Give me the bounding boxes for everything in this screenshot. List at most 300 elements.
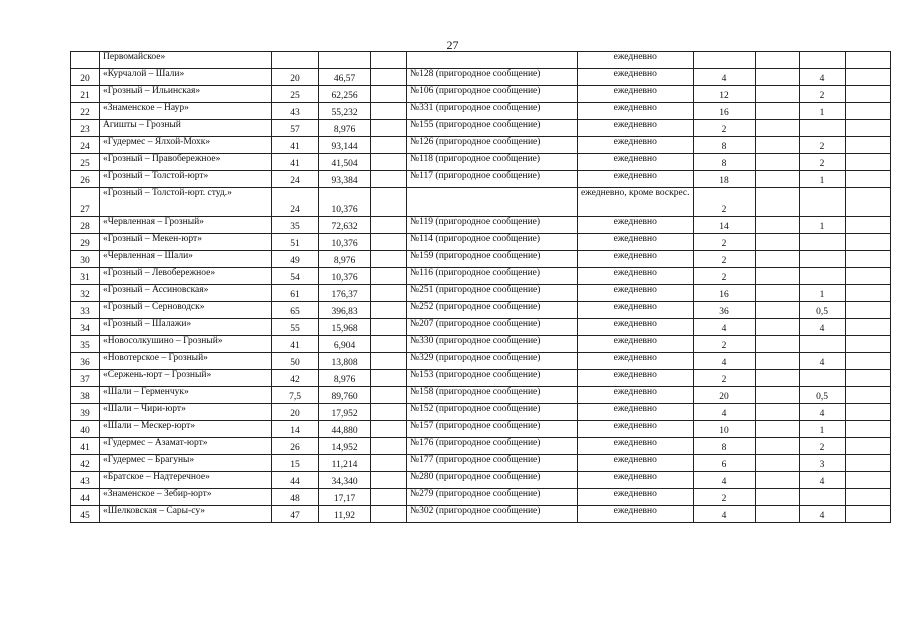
cell-empty xyxy=(371,353,407,370)
cell-route: Первомайское» xyxy=(100,52,272,69)
cell-distance: 11,92 xyxy=(319,506,371,523)
cell-schedule: ежедневно xyxy=(578,353,694,370)
cell-length: 43 xyxy=(272,103,319,120)
cell-value-3: 1 xyxy=(799,421,845,438)
cell-schedule: ежедневно xyxy=(578,506,694,523)
cell-number: 27 xyxy=(71,188,100,217)
cell-empty xyxy=(371,268,407,285)
cell-schedule: ежедневно, кроме воскрес. xyxy=(578,188,694,217)
cell-value-1 xyxy=(693,52,755,69)
cell-value-1: 4 xyxy=(693,319,755,336)
cell-empty xyxy=(371,120,407,137)
cell-value-1: 2 xyxy=(693,251,755,268)
cell-description xyxy=(407,52,578,69)
cell-value-1: 4 xyxy=(693,472,755,489)
cell-schedule: ежедневно xyxy=(578,302,694,319)
cell-length: 15 xyxy=(272,455,319,472)
cell-value-1: 2 xyxy=(693,268,755,285)
cell-route: «Грозный – Шалажи» xyxy=(100,319,272,336)
cell-description: №252 (пригородное сообщение) xyxy=(407,302,578,319)
cell-value-4 xyxy=(845,120,890,137)
cell-description xyxy=(407,188,578,217)
cell-length: 47 xyxy=(272,506,319,523)
cell-length: 7,5 xyxy=(272,387,319,404)
cell-value-2 xyxy=(755,489,799,506)
cell-value-1: 16 xyxy=(693,285,755,302)
cell-schedule: ежедневно xyxy=(578,387,694,404)
cell-value-3 xyxy=(799,234,845,251)
cell-value-3: 4 xyxy=(799,472,845,489)
cell-schedule: ежедневно xyxy=(578,251,694,268)
table-row xyxy=(71,86,891,103)
cell-value-2 xyxy=(755,319,799,336)
cell-value-2 xyxy=(755,69,799,86)
cell-value-2 xyxy=(755,103,799,120)
cell-description: №302 (пригородное сообщение) xyxy=(407,506,578,523)
cell-empty xyxy=(371,86,407,103)
cell-distance: 13,808 xyxy=(319,353,371,370)
cell-length: 41 xyxy=(272,154,319,171)
cell-value-3: 4 xyxy=(799,69,845,86)
cell-value-4 xyxy=(845,234,890,251)
cell-number: 32 xyxy=(71,285,100,302)
cell-schedule: ежедневно xyxy=(578,268,694,285)
cell-schedule: ежедневно xyxy=(578,52,694,69)
cell-value-2 xyxy=(755,370,799,387)
cell-empty xyxy=(371,370,407,387)
cell-length: 42 xyxy=(272,370,319,387)
cell-value-2 xyxy=(755,268,799,285)
cell-value-4 xyxy=(845,52,890,69)
cell-route: «Червленная – Грозный» xyxy=(100,217,272,234)
cell-value-4 xyxy=(845,137,890,154)
cell-description: №117 (пригородное сообщение) xyxy=(407,171,578,188)
cell-value-2 xyxy=(755,154,799,171)
cell-schedule: ежедневно xyxy=(578,154,694,171)
cell-description: №207 (пригородное сообщение) xyxy=(407,319,578,336)
cell-distance: 8,976 xyxy=(319,251,371,268)
cell-value-2 xyxy=(755,438,799,455)
cell-description: №176 (пригородное сообщение) xyxy=(407,438,578,455)
cell-value-3: 1 xyxy=(799,171,845,188)
cell-description: №128 (пригородное сообщение) xyxy=(407,69,578,86)
table-row xyxy=(71,353,891,370)
cell-length: 61 xyxy=(272,285,319,302)
cell-schedule: ежедневно xyxy=(578,171,694,188)
cell-route: «Грозный – Левобережное» xyxy=(100,268,272,285)
cell-schedule: ежедневно xyxy=(578,455,694,472)
cell-route: «Гудермес – Азамат-юрт» xyxy=(100,438,272,455)
cell-route: «Братское – Надтеречное» xyxy=(100,472,272,489)
cell-description: №177 (пригородное сообщение) xyxy=(407,455,578,472)
cell-length: 54 xyxy=(272,268,319,285)
cell-distance: 89,760 xyxy=(319,387,371,404)
cell-number: 31 xyxy=(71,268,100,285)
cell-value-3 xyxy=(799,268,845,285)
cell-value-4 xyxy=(845,506,890,523)
cell-value-1: 6 xyxy=(693,455,755,472)
cell-value-1: 4 xyxy=(693,69,755,86)
cell-number: 21 xyxy=(71,86,100,103)
cell-number: 20 xyxy=(71,69,100,86)
table-row xyxy=(71,285,891,302)
cell-description: №251 (пригородное сообщение) xyxy=(407,285,578,302)
table-row xyxy=(71,137,891,154)
cell-empty xyxy=(371,302,407,319)
cell-route: «Грозный – Серноводск» xyxy=(100,302,272,319)
cell-empty xyxy=(371,455,407,472)
cell-value-3 xyxy=(799,251,845,268)
cell-number: 29 xyxy=(71,234,100,251)
cell-empty xyxy=(371,171,407,188)
cell-value-1: 4 xyxy=(693,506,755,523)
page-number: 27 xyxy=(446,38,459,52)
cell-value-3 xyxy=(799,52,845,69)
cell-distance: 14,952 xyxy=(319,438,371,455)
cell-value-1: 2 xyxy=(693,370,755,387)
cell-description: №106 (пригородное сообщение) xyxy=(407,86,578,103)
cell-length: 20 xyxy=(272,69,319,86)
cell-schedule: ежедневно xyxy=(578,336,694,353)
cell-empty xyxy=(371,489,407,506)
cell-value-2 xyxy=(755,52,799,69)
cell-number: 24 xyxy=(71,137,100,154)
cell-schedule: ежедневно xyxy=(578,404,694,421)
cell-route: «Курчалой – Шали» xyxy=(100,69,272,86)
cell-empty xyxy=(371,506,407,523)
cell-distance: 62,256 xyxy=(319,86,371,103)
cell-value-1: 10 xyxy=(693,421,755,438)
cell-value-4 xyxy=(845,404,890,421)
cell-length: 65 xyxy=(272,302,319,319)
cell-value-2 xyxy=(755,404,799,421)
cell-value-4 xyxy=(845,319,890,336)
table-row xyxy=(71,319,891,336)
cell-value-3: 1 xyxy=(799,103,845,120)
cell-route: «Грозный – Толстой-юрт. студ.» xyxy=(100,188,272,217)
table-row xyxy=(71,234,891,251)
cell-value-1: 20 xyxy=(693,387,755,404)
cell-value-2 xyxy=(755,137,799,154)
cell-value-1: 2 xyxy=(693,188,755,217)
cell-description: №153 (пригородное сообщение) xyxy=(407,370,578,387)
cell-distance: 10,376 xyxy=(319,188,371,217)
cell-value-3: 1 xyxy=(799,285,845,302)
cell-value-4 xyxy=(845,103,890,120)
cell-length: 24 xyxy=(272,171,319,188)
cell-value-2 xyxy=(755,234,799,251)
cell-route: «Знаменское – Наур» xyxy=(100,103,272,120)
cell-value-3: 4 xyxy=(799,353,845,370)
cell-value-3: 2 xyxy=(799,154,845,171)
cell-empty xyxy=(371,421,407,438)
cell-description: №280 (пригородное сообщение) xyxy=(407,472,578,489)
cell-number: 43 xyxy=(71,472,100,489)
cell-distance: 10,376 xyxy=(319,268,371,285)
table-row xyxy=(71,188,891,217)
cell-value-4 xyxy=(845,421,890,438)
table-row xyxy=(71,506,891,523)
cell-schedule: ежедневно xyxy=(578,86,694,103)
cell-length: 50 xyxy=(272,353,319,370)
cell-description: №155 (пригородное сообщение) xyxy=(407,120,578,137)
cell-value-4 xyxy=(845,217,890,234)
cell-empty xyxy=(371,52,407,69)
cell-length: 57 xyxy=(272,120,319,137)
cell-value-4 xyxy=(845,251,890,268)
table-row xyxy=(71,336,891,353)
cell-distance: 72,632 xyxy=(319,217,371,234)
cell-description: №158 (пригородное сообщение) xyxy=(407,387,578,404)
cell-value-1: 18 xyxy=(693,171,755,188)
routes-table xyxy=(70,51,891,523)
cell-value-2 xyxy=(755,336,799,353)
cell-route: «Гудермес – Брагуны» xyxy=(100,455,272,472)
cell-empty xyxy=(371,319,407,336)
cell-route: «Грозный – Толстой-юрт» xyxy=(100,171,272,188)
cell-length: 48 xyxy=(272,489,319,506)
cell-number: 23 xyxy=(71,120,100,137)
table-row xyxy=(71,302,891,319)
table-row xyxy=(71,171,891,188)
cell-value-4 xyxy=(845,154,890,171)
table-row xyxy=(71,120,891,137)
cell-distance: 93,144 xyxy=(319,137,371,154)
cell-description: №119 (пригородное сообщение) xyxy=(407,217,578,234)
cell-empty xyxy=(371,137,407,154)
table-body xyxy=(71,52,891,523)
table-row xyxy=(71,268,891,285)
cell-value-1: 14 xyxy=(693,217,755,234)
cell-number: 37 xyxy=(71,370,100,387)
cell-route: «Новоcолкушино – Грозный» xyxy=(100,336,272,353)
cell-distance: 93,384 xyxy=(319,171,371,188)
cell-schedule: ежедневно xyxy=(578,370,694,387)
cell-value-2 xyxy=(755,285,799,302)
cell-value-3: 2 xyxy=(799,438,845,455)
cell-value-2 xyxy=(755,120,799,137)
table-row xyxy=(71,489,891,506)
cell-distance: 17,17 xyxy=(319,489,371,506)
cell-value-3: 0,5 xyxy=(799,302,845,319)
cell-number: 45 xyxy=(71,506,100,523)
cell-route: «Грозный – Мекен-юрт» xyxy=(100,234,272,251)
cell-value-3 xyxy=(799,120,845,137)
cell-value-2 xyxy=(755,217,799,234)
cell-length xyxy=(272,52,319,69)
cell-length: 44 xyxy=(272,472,319,489)
cell-number: 44 xyxy=(71,489,100,506)
cell-distance: 55,232 xyxy=(319,103,371,120)
table-row xyxy=(71,154,891,171)
cell-value-4 xyxy=(845,472,890,489)
cell-empty xyxy=(371,69,407,86)
cell-value-4 xyxy=(845,268,890,285)
cell-value-4 xyxy=(845,285,890,302)
cell-value-4 xyxy=(845,302,890,319)
cell-description: №126 (пригородное сообщение) xyxy=(407,137,578,154)
cell-value-4 xyxy=(845,336,890,353)
cell-value-1: 16 xyxy=(693,103,755,120)
cell-value-1: 2 xyxy=(693,336,755,353)
cell-distance: 15,968 xyxy=(319,319,371,336)
cell-empty xyxy=(371,188,407,217)
cell-empty xyxy=(371,103,407,120)
cell-number: 25 xyxy=(71,154,100,171)
cell-route: «Грозный – Ассиновская» xyxy=(100,285,272,302)
cell-value-1: 8 xyxy=(693,137,755,154)
cell-route: «Знаменское – Зебир-юрт» xyxy=(100,489,272,506)
table-row xyxy=(71,217,891,234)
cell-value-4 xyxy=(845,455,890,472)
cell-length: 25 xyxy=(272,86,319,103)
cell-value-3: 2 xyxy=(799,86,845,103)
cell-value-3: 4 xyxy=(799,319,845,336)
cell-number: 28 xyxy=(71,217,100,234)
cell-distance: 46,57 xyxy=(319,69,371,86)
cell-route: «Сержень-юрт – Грозный» xyxy=(100,370,272,387)
cell-schedule: ежедневно xyxy=(578,421,694,438)
cell-distance: 8,976 xyxy=(319,120,371,137)
cell-number: 40 xyxy=(71,421,100,438)
cell-value-3 xyxy=(799,188,845,217)
cell-schedule: ежедневно xyxy=(578,69,694,86)
cell-length: 14 xyxy=(272,421,319,438)
cell-schedule: ежедневно xyxy=(578,137,694,154)
cell-value-2 xyxy=(755,387,799,404)
cell-number xyxy=(71,52,100,69)
cell-empty xyxy=(371,217,407,234)
cell-distance: 11,214 xyxy=(319,455,371,472)
cell-description: №114 (пригородное сообщение) xyxy=(407,234,578,251)
cell-route: «Грозный – Правобережное» xyxy=(100,154,272,171)
cell-route: «Гудермес – Ялхой-Мохк» xyxy=(100,137,272,154)
cell-value-2 xyxy=(755,353,799,370)
cell-value-4 xyxy=(845,438,890,455)
cell-route: Агишты – Грозный xyxy=(100,120,272,137)
table-row xyxy=(71,404,891,421)
cell-value-1: 4 xyxy=(693,353,755,370)
cell-number: 22 xyxy=(71,103,100,120)
cell-value-2 xyxy=(755,86,799,103)
cell-length: 41 xyxy=(272,137,319,154)
cell-length: 49 xyxy=(272,251,319,268)
cell-schedule: ежедневно xyxy=(578,120,694,137)
cell-value-1: 2 xyxy=(693,489,755,506)
cell-value-1: 8 xyxy=(693,154,755,171)
cell-value-3: 4 xyxy=(799,404,845,421)
table-row xyxy=(71,438,891,455)
cell-value-4 xyxy=(845,387,890,404)
cell-distance: 6,904 xyxy=(319,336,371,353)
table-row xyxy=(71,387,891,404)
cell-length: 20 xyxy=(272,404,319,421)
cell-schedule: ежедневно xyxy=(578,438,694,455)
cell-value-2 xyxy=(755,472,799,489)
cell-distance: 176,37 xyxy=(319,285,371,302)
cell-empty xyxy=(371,285,407,302)
table-row xyxy=(71,421,891,438)
table-row xyxy=(71,455,891,472)
cell-length: 51 xyxy=(272,234,319,251)
cell-route: «Шали – Мескер-юрт» xyxy=(100,421,272,438)
cell-value-1: 2 xyxy=(693,120,755,137)
cell-description: №157 (пригородное сообщение) xyxy=(407,421,578,438)
cell-distance: 44,880 xyxy=(319,421,371,438)
cell-schedule: ежедневно xyxy=(578,217,694,234)
cell-distance: 8,976 xyxy=(319,370,371,387)
cell-empty xyxy=(371,336,407,353)
cell-empty xyxy=(371,251,407,268)
cell-value-3: 0,5 xyxy=(799,387,845,404)
cell-value-2 xyxy=(755,171,799,188)
cell-number: 38 xyxy=(71,387,100,404)
table-row xyxy=(71,370,891,387)
cell-value-2 xyxy=(755,251,799,268)
cell-schedule: ежедневно xyxy=(578,472,694,489)
cell-length: 55 xyxy=(272,319,319,336)
cell-value-3 xyxy=(799,370,845,387)
cell-value-3: 1 xyxy=(799,217,845,234)
cell-empty xyxy=(371,404,407,421)
cell-schedule: ежедневно xyxy=(578,234,694,251)
cell-distance: 396,83 xyxy=(319,302,371,319)
cell-value-2 xyxy=(755,421,799,438)
cell-value-4 xyxy=(845,489,890,506)
cell-value-2 xyxy=(755,506,799,523)
cell-description: №152 (пригородное сообщение) xyxy=(407,404,578,421)
cell-route: «Шелковская – Сары-су» xyxy=(100,506,272,523)
cell-value-3 xyxy=(799,489,845,506)
cell-schedule: ежедневно xyxy=(578,489,694,506)
cell-number: 41 xyxy=(71,438,100,455)
table-row-continuation xyxy=(71,52,891,69)
cell-schedule: ежедневно xyxy=(578,285,694,302)
cell-distance: 34,340 xyxy=(319,472,371,489)
cell-empty xyxy=(371,234,407,251)
cell-number: 26 xyxy=(71,171,100,188)
cell-description: №329 (пригородное сообщение) xyxy=(407,353,578,370)
cell-value-1: 8 xyxy=(693,438,755,455)
cell-number: 39 xyxy=(71,404,100,421)
cell-value-2 xyxy=(755,455,799,472)
cell-description: №330 (пригородное сообщение) xyxy=(407,336,578,353)
cell-number: 30 xyxy=(71,251,100,268)
cell-value-3: 3 xyxy=(799,455,845,472)
cell-value-2 xyxy=(755,188,799,217)
cell-value-2 xyxy=(755,302,799,319)
cell-value-1: 12 xyxy=(693,86,755,103)
cell-description: №118 (пригородное сообщение) xyxy=(407,154,578,171)
cell-number: 35 xyxy=(71,336,100,353)
cell-route: «Новотерское – Грозный» xyxy=(100,353,272,370)
cell-empty xyxy=(371,472,407,489)
cell-description: №159 (пригородное сообщение) xyxy=(407,251,578,268)
cell-route: «Шали – Чири-юрт» xyxy=(100,404,272,421)
cell-length: 26 xyxy=(272,438,319,455)
cell-value-4 xyxy=(845,86,890,103)
cell-distance: 41,504 xyxy=(319,154,371,171)
cell-schedule: ежедневно xyxy=(578,319,694,336)
cell-value-3: 2 xyxy=(799,137,845,154)
cell-description: №279 (пригородное сообщение) xyxy=(407,489,578,506)
cell-value-1: 4 xyxy=(693,404,755,421)
cell-value-4 xyxy=(845,69,890,86)
cell-distance: 17,952 xyxy=(319,404,371,421)
cell-value-4 xyxy=(845,353,890,370)
cell-route: «Шали – Герменчук» xyxy=(100,387,272,404)
table-row xyxy=(71,251,891,268)
